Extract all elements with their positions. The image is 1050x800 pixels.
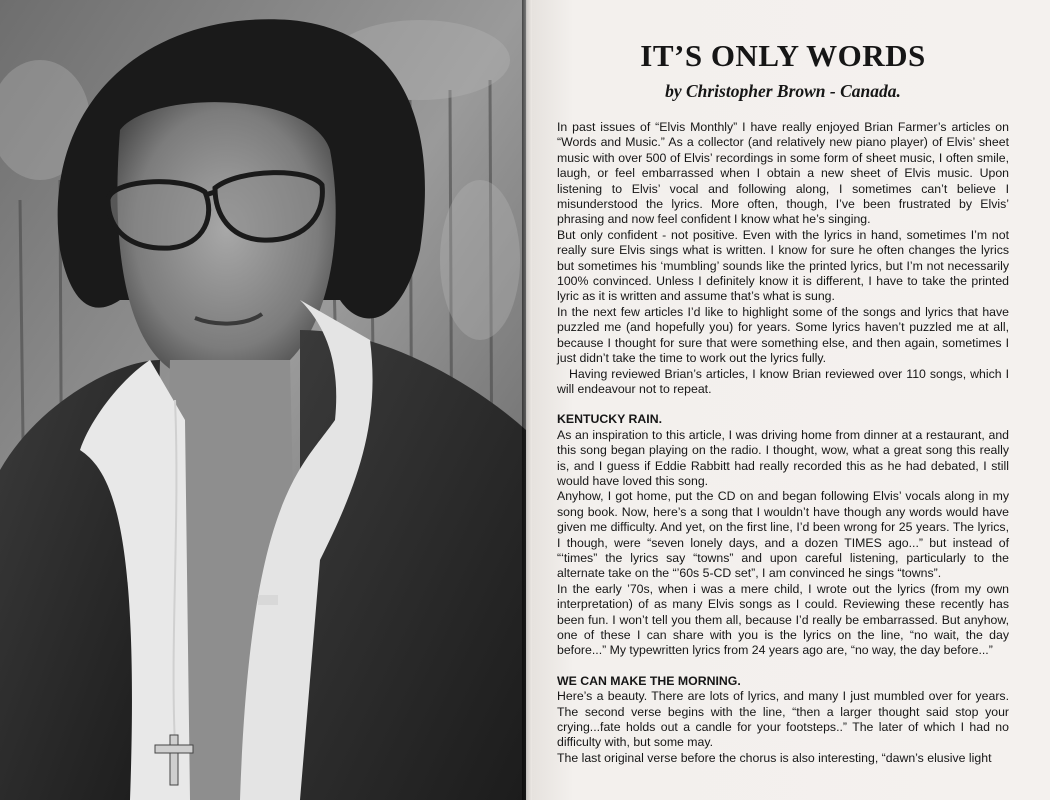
spacer — [557, 659, 1009, 674]
section-paragraph: Anyhow, I got home, put the CD on and began following Elvis’ vocals along in my song book. Now, here’s a song that I wouldn’t have though any words would have given me difficulty. And yet, on the first line, I’d been wrong for 25 years. The lyrics, I though, were “seven lonely days, and a dozen TIMES ago...” but instead of “‘times” the lyrics say “towns” and upon careful listening, particularly to the alternate take on the “’60s 5-CD set”, I am convinced he sings “towns”. — [557, 489, 1009, 581]
article — [557, 30, 1009, 766]
section-paragraph: In the early ’70s, when i was a mere child, I wrote out the lyrics (from my own interpretation) of as many Elvis songs as I could. Reviewing these recently has been fun. I won’t tell you them all, because I’d really be embarrassed. But anyhow, one of these I can share with you is the lyrics on the line, “no wait, the day before...” My typewritten lyrics from 24 years ago are, “no way, the day before...” — [557, 581, 1009, 658]
intro-paragraph: In the next few articles I’d like to highlight some of the songs and lyrics that have puzzled me (and hopefully you) for years. Some lyrics haven’t puzzled me at all, because I thought for sure that were something else, and then again, sometimes I just didn’t take the time to work out the lyrics fully. — [557, 304, 1009, 366]
section-heading-we-can-make-the-morning: WE CAN MAKE THE MORNING. — [557, 673, 741, 688]
spacer — [557, 397, 1009, 412]
section-paragraph: As an inspiration to this article, I was driving home from dinner at a restaurant, and this song began playing on the radio. I thought, wow, what a great song this really is, and I guess if Eddie Rabbitt had really recorded this as he had debated, I still would have loved this song. — [557, 427, 1009, 488]
section-heading-kentucky-rain: KENTUCKY RAIN. — [557, 412, 662, 427]
article-byline: by Christopher Brown - Canada. — [665, 81, 901, 101]
intro-paragraph: But only confident - not positive. Even with the lyrics in hand, sometimes I’m not really sure Elvis sings what is written. I know for sure he often changes the lyrics but sometimes his ‘mumbling’ sounds like the printed lyrics, but I’m not necessarily 100% convinced. Unless I definitely know it is different, I have to take the printed lyric as it is written and assume that’s what is sung. — [557, 227, 1009, 304]
intro-paragraph: Having reviewed Brian’s articles, I know Brian reviewed over 110 songs, which I will endeavour not to repeat. — [557, 366, 1009, 396]
page-gutter — [522, 0, 532, 800]
section-paragraph: The last original verse before the chorus is also interesting, “dawn’s elusive light — [557, 750, 992, 765]
intro-paragraph: In past issues of “Elvis Monthly” I have really enjoyed Brian Farmer’s articles on “Words and Music.” As a collector (and relatively new piano player) of Elvis’ sheet music with over 500 of Elvis’ recordings in some form of sheet music, I often smile, laugh, or feel embarrassed when I obtain a new sheet of Elvis music. Upon listening to Elvis’ vocal and following along, I sometimes can’t believe I misunderstood the lyrics. More often, though, I’ve been frustrated by Elvis’ phrasing and now feel confident I know what he’s singing. — [557, 120, 1009, 227]
article-title: IT’S ONLY WORDS — [640, 38, 926, 73]
section-paragraph: Here’s a beauty. There are lots of lyrics, and many I just mumbled over for years. The second verse begins with the line, “then a larger thought said stop your crying...fate holds out a candle for your footsteps..” The later of which I had no difficulty with, but some may. — [557, 689, 1009, 750]
